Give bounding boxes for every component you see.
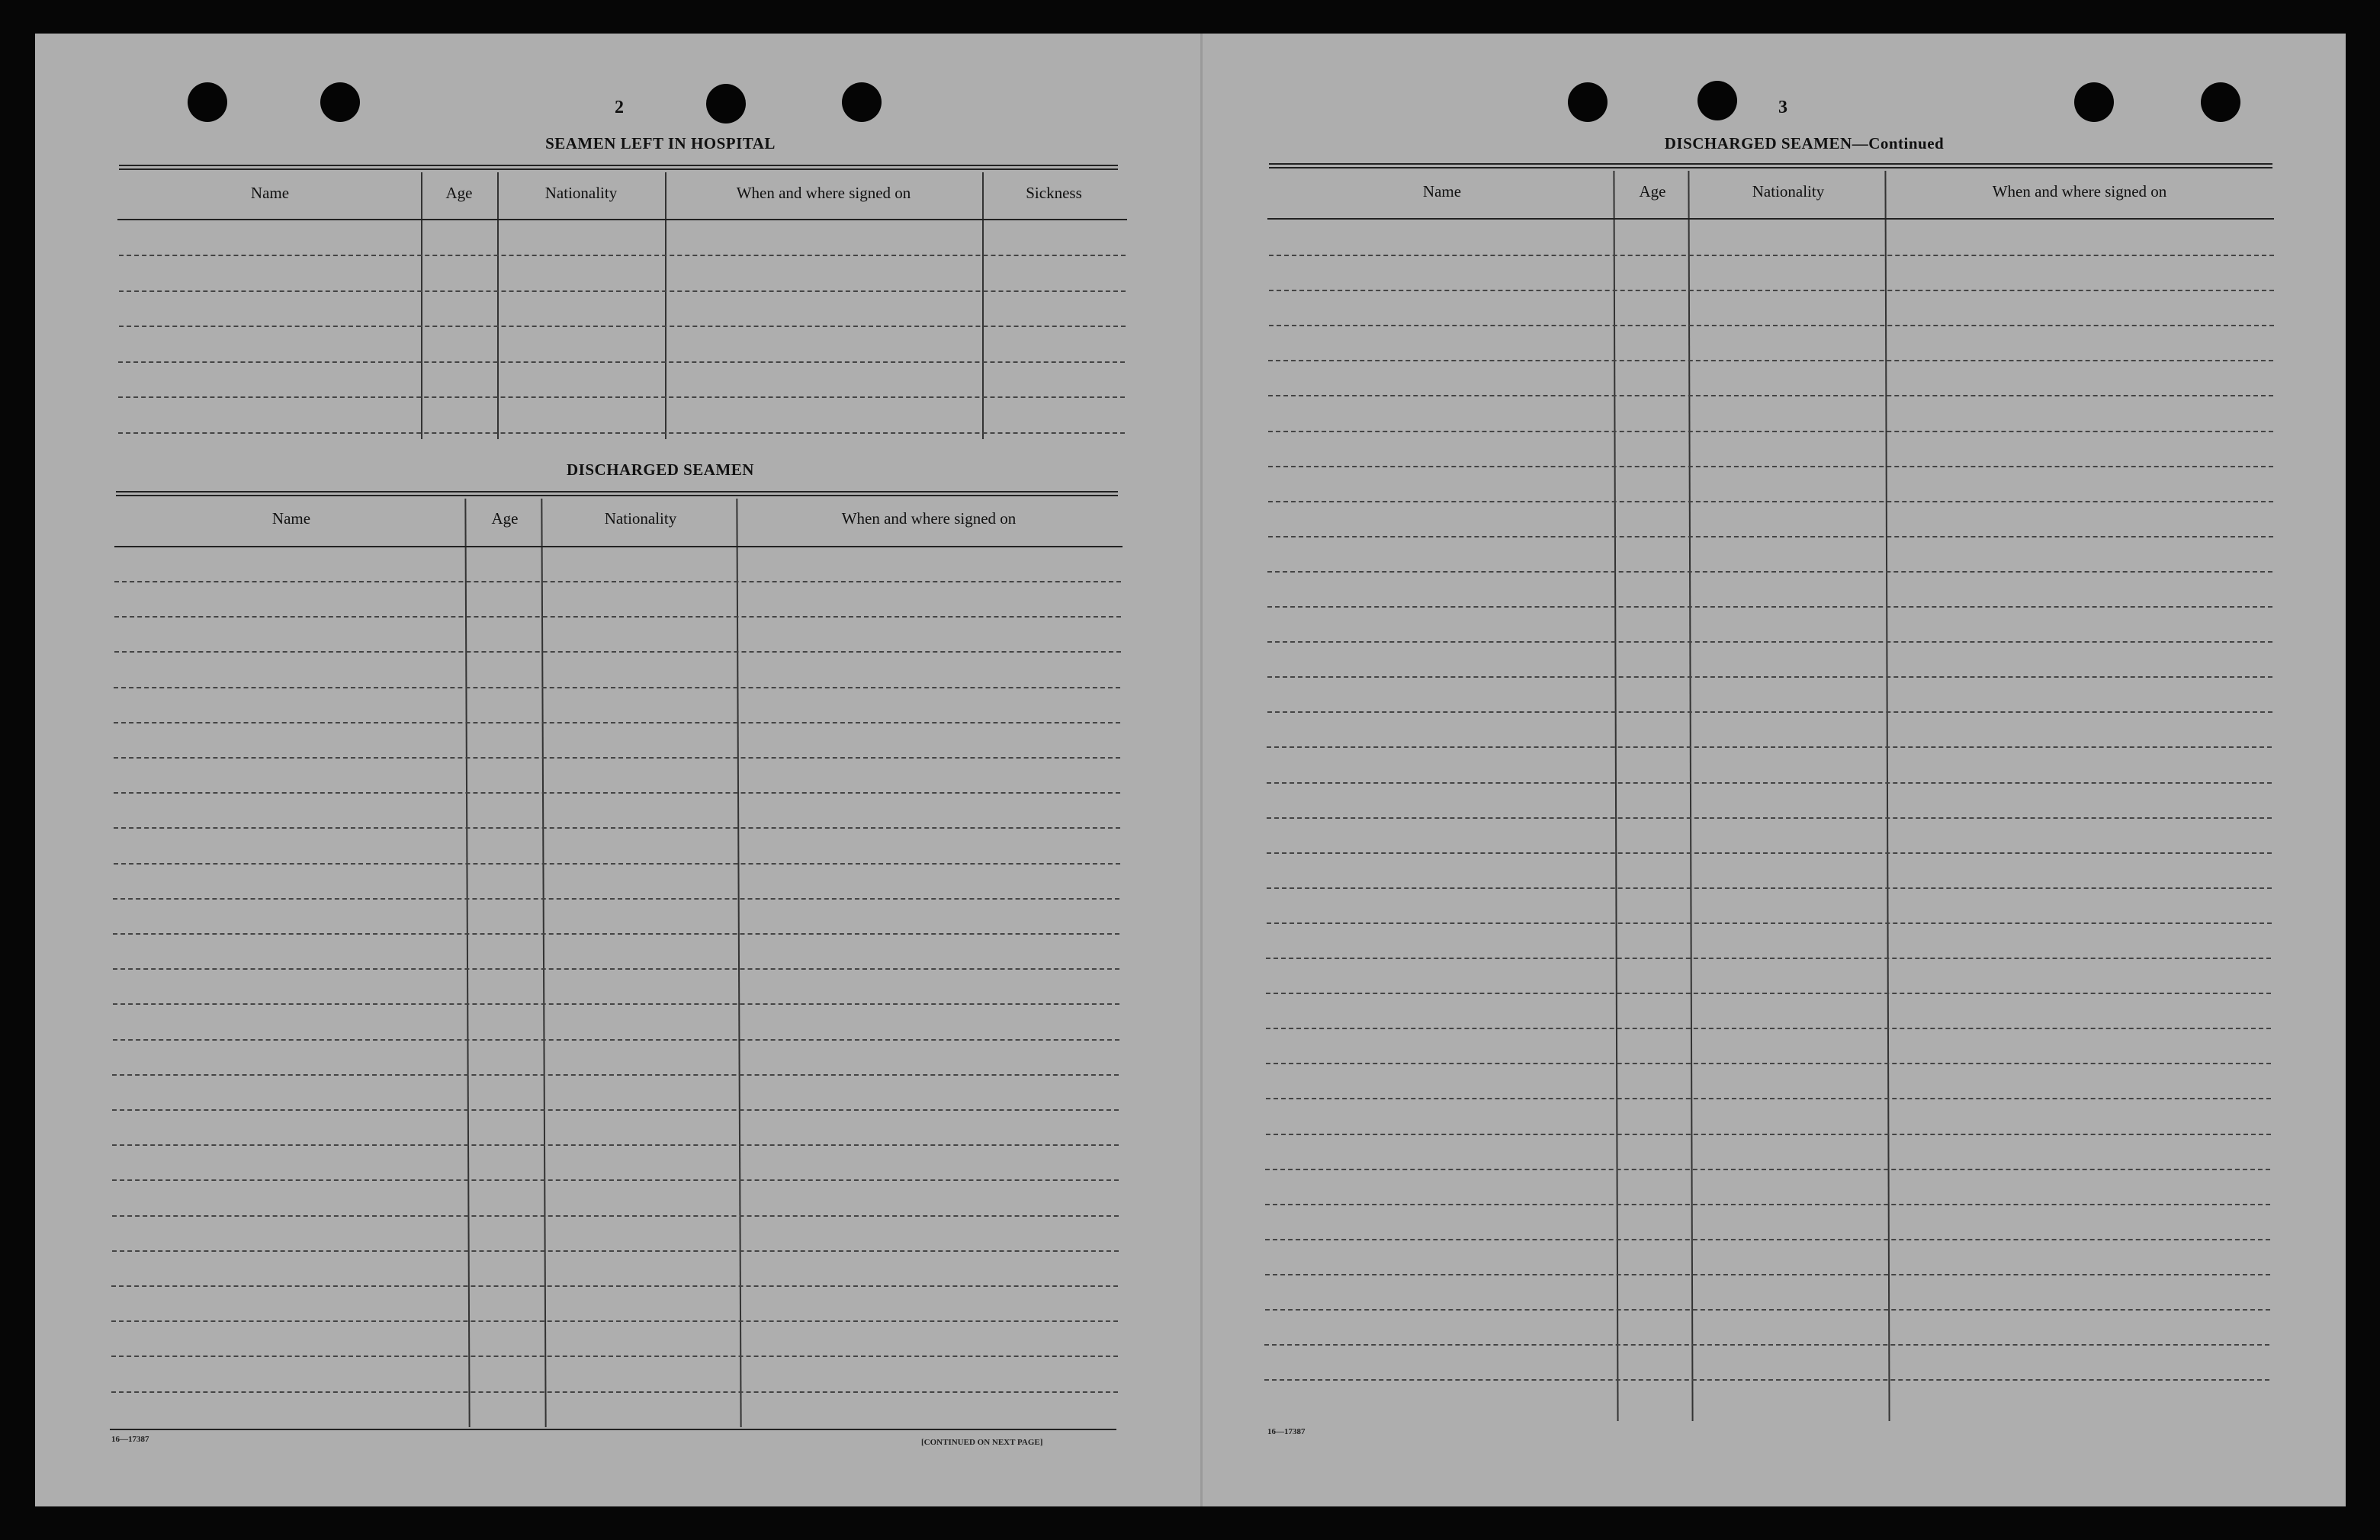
ruled-row-line: [114, 757, 1120, 759]
discharged-col-age: Age: [491, 509, 519, 528]
hospital-col-divider: [421, 172, 422, 439]
ruled-row-line: [113, 1003, 1119, 1005]
ruled-row-line: [111, 1320, 1118, 1322]
ruled-row-line: [1268, 395, 2273, 396]
bleed-through-text: [2262, 223, 2289, 249]
ruled-row-line: [1265, 1204, 2270, 1205]
ruled-row-line: [1265, 1169, 2270, 1170]
punch-hole: [706, 84, 746, 124]
ruled-row-line: [1266, 1134, 2271, 1135]
ruled-row-line: [118, 432, 1125, 434]
discharged-col-divider: [541, 499, 546, 1427]
ruled-row-line: [1269, 255, 2274, 256]
ruled-row-line: [112, 1250, 1119, 1252]
ruled-row-line: [114, 863, 1120, 865]
ruled-row-line: [112, 1109, 1119, 1111]
ruled-row-line: [113, 1039, 1119, 1041]
discharged-col-signed-on: When and where signed on: [841, 509, 1017, 528]
ruled-row-line: [1265, 1309, 2270, 1311]
continued-col-age: Age: [1639, 182, 1666, 201]
document-sheet: [35, 34, 2346, 1506]
hospital-col-signed-on: When and where signed on: [736, 184, 911, 202]
discharged-section-title: DISCHARGED SEAMEN: [567, 460, 754, 479]
continued-header-rule: [1267, 218, 2274, 220]
ruled-row-line: [119, 255, 1126, 256]
ruled-row-line: [114, 827, 1120, 829]
ruled-row-line: [1267, 606, 2272, 608]
discharged-header-rule: [114, 546, 1123, 547]
punch-hole: [1568, 82, 1608, 122]
hospital-col-nationality: Nationality: [544, 184, 618, 202]
punch-hole: [188, 82, 227, 122]
continued-col-divider: [1613, 171, 1618, 1421]
continued-col-divider: [1688, 171, 1693, 1421]
ruled-row-line: [114, 651, 1121, 653]
discharged-col-nationality: Nationality: [604, 509, 677, 528]
ruled-row-line: [112, 1215, 1119, 1217]
ruled-row-line: [111, 1356, 1118, 1357]
ruled-row-line: [114, 581, 1121, 582]
left-page-number: 2: [615, 98, 624, 117]
ruled-row-line: [1267, 782, 2272, 784]
discharged-col-name: Name: [271, 509, 311, 528]
hospital-col-sickness: Sickness: [1026, 184, 1082, 202]
ruled-row-line: [114, 687, 1120, 688]
ruled-row-line: [1264, 1344, 2269, 1346]
hospital-table-top-rule: [119, 165, 1118, 170]
ruled-row-line: [1266, 958, 2271, 959]
ruled-row-line: [113, 933, 1119, 935]
right-page-number: 3: [1778, 98, 1787, 117]
continued-table-top-rule: [1269, 163, 2272, 168]
ruled-row-line: [1267, 571, 2272, 573]
ruled-row-line: [1268, 466, 2273, 467]
ruled-row-line: [119, 290, 1126, 292]
ruled-row-line: [1267, 746, 2272, 748]
ruled-row-line: [112, 1144, 1119, 1146]
ruled-row-line: [1265, 1239, 2270, 1240]
ruled-row-line: [118, 361, 1125, 363]
ruled-row-line: [1264, 1379, 2269, 1381]
hospital-col-age: Age: [445, 184, 473, 202]
ruled-row-line: [1267, 817, 2272, 819]
punch-hole: [320, 82, 360, 122]
ruled-row-line: [112, 1074, 1119, 1076]
ruled-row-line: [1266, 1028, 2271, 1029]
hospital-section-title: SEAMEN LEFT IN HOSPITAL: [545, 134, 776, 152]
discharged-col-divider: [736, 499, 741, 1427]
punch-hole: [1697, 81, 1737, 120]
ruled-row-line: [1267, 676, 2272, 678]
ruled-row-line: [1268, 536, 2273, 537]
ruled-row-line: [1269, 325, 2274, 326]
punch-hole: [842, 82, 882, 122]
left-bottom-rule: [110, 1429, 1116, 1430]
punch-hole: [2074, 82, 2114, 122]
continued-col-signed-on: When and where signed on: [1992, 182, 2167, 201]
ruled-row-line: [114, 616, 1121, 618]
right-form-number: 16—17387: [1267, 1427, 1306, 1436]
punch-hole: [2201, 82, 2240, 122]
ruled-row-line: [1267, 887, 2272, 889]
ruled-row-line: [114, 722, 1120, 723]
page-fold: [1200, 34, 1203, 1506]
continued-col-name: Name: [1422, 182, 1462, 201]
continued-col-divider: [1884, 171, 1890, 1421]
ruled-row-line: [1268, 360, 2273, 361]
continued-note: [CONTINUED ON NEXT PAGE]: [921, 1438, 1043, 1447]
hospital-col-divider: [497, 172, 499, 439]
ruled-row-line: [113, 968, 1119, 970]
hospital-col-divider: [982, 172, 984, 439]
ruled-row-line: [113, 898, 1119, 900]
ruled-row-line: [1265, 1274, 2270, 1275]
ruled-row-line: [112, 1179, 1119, 1181]
ruled-row-line: [111, 1391, 1118, 1393]
ruled-row-line: [114, 792, 1120, 794]
ruled-row-line: [111, 1285, 1118, 1287]
hospital-col-divider: [665, 172, 666, 439]
discharged-continued-title: DISCHARGED SEAMEN—Continued: [1664, 134, 1945, 152]
ruled-row-line: [1268, 431, 2273, 432]
ruled-row-line: [1267, 922, 2272, 924]
ruled-row-line: [118, 396, 1125, 398]
left-form-number: 16—17387: [111, 1435, 149, 1444]
ruled-row-line: [119, 326, 1126, 327]
discharged-col-divider: [464, 499, 470, 1427]
ruled-row-line: [1266, 1098, 2271, 1099]
ruled-row-line: [1267, 852, 2272, 854]
ruled-row-line: [1267, 641, 2272, 643]
ruled-row-line: [1268, 501, 2273, 502]
ruled-row-line: [1266, 1063, 2271, 1064]
hospital-col-name: Name: [250, 184, 290, 202]
ruled-row-line: [1267, 711, 2272, 713]
ruled-row-line: [1269, 290, 2274, 291]
discharged-table-top-rule: [116, 491, 1118, 496]
ruled-row-line: [1266, 993, 2271, 994]
continued-col-nationality: Nationality: [1752, 182, 1825, 201]
hospital-header-rule: [117, 219, 1127, 220]
